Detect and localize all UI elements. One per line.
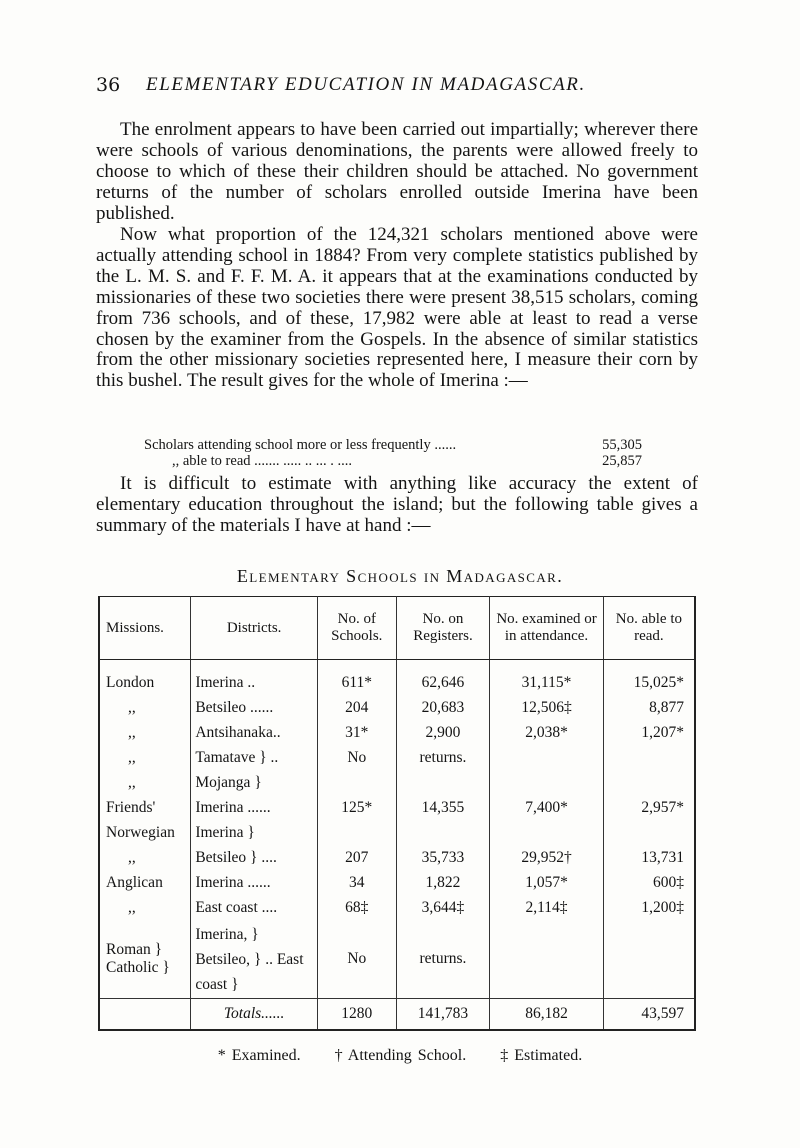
cell-registers: 1,822 [396,870,490,895]
cell-mission: ,, [128,723,136,741]
cell-examined: 2,114‡ [490,895,603,920]
cell-registers: 14,355 [396,795,490,820]
table-row [99,770,695,795]
stat-value: 55,305 [602,437,642,453]
cell-read [603,920,695,999]
page-header [96,74,696,104]
cell-mission: Norwegian [106,823,175,841]
cell-district: Imerina, } Betsileo, } .. East coast } [191,920,318,999]
table-row [99,695,695,720]
cell-mission: ,, [128,848,136,866]
paragraph-summary-intro: It is difficult to estimate with anything like accuracy the extent of elementary education throughout the island; but the following table gives a summary of the materials I have at hand :— [96,473,698,536]
cell-district: Betsileo ...... [191,695,318,720]
cell-mission: ,, [128,698,136,716]
header-read: No. able to read. [603,597,695,660]
cell-read: 2,957* [603,795,695,820]
cell-district: Imerina .. [191,660,318,696]
cell-registers: 3,644‡ [396,895,490,920]
table-row [99,795,695,820]
table-row [99,845,695,870]
cell-examined [490,820,603,845]
cell-schools: 204 [317,695,396,720]
table-header-row [99,597,695,660]
cell-registers: returns. [396,920,490,999]
cell-read [603,745,695,770]
cell-district: Betsileo } .... [191,845,318,870]
cell-district: Tamatave } .. [191,745,318,770]
cell-registers [396,770,490,795]
cell-read [603,770,695,795]
cell-schools: 207 [317,845,396,870]
cell-empty [99,999,191,1031]
cell-read: 15,025* [603,660,695,696]
cell-examined: 29,952† [490,845,603,870]
cell-read: 13,731 [603,845,695,870]
header-schools: No. of Schools. [317,597,396,660]
cell-registers: returns. [396,745,490,770]
cell-schools: 68‡ [317,895,396,920]
header-missions: Missions. [99,597,191,660]
header-registers: No. on Registers. [396,597,490,660]
cell-read: 1,200‡ [603,895,695,920]
total-examined: 86,182 [490,999,603,1031]
cell-read [603,820,695,845]
cell-examined [490,770,603,795]
cell-mission: ,, [128,773,136,791]
cell-mission: London [106,673,155,691]
stat-value: 25,857 [602,453,642,469]
cell-read: 8,877 [603,695,695,720]
stat-label: ,, able to read ....... ..... .. ... . .... [172,453,353,469]
cell-examined [490,920,603,999]
paragraph-proportion: Now what proportion of the 124,321 scholars mentioned above were actually attending school in 1884? From very complete statistics published by the L. M. S. and F. F. M. A. it appears that at the examinations conducted by missionaries of these two societies there were present 38,515 scholars, coming from 736 schools, and of these, 17,982 were able at least to read a verse chosen by the examiner from the Gospels. In the absence of similar statistics from the other missionary societies represented here, I measure their corn by this bushel. The result gives for the whole of Imerina :— [96,224,698,392]
cell-mission: ,, [128,898,136,916]
cell-examined: 2,038* [490,720,603,745]
cell-district: Imerina } [191,820,318,845]
cell-mission: Anglican [106,873,163,891]
cell-read: 1,207* [603,720,695,745]
table-title: Elementary Schools in Madagascar. [236,566,564,586]
footnote-attending: † Attending School. [334,1047,467,1064]
cell-schools: No [317,745,396,770]
table-row [99,920,695,999]
table-row [99,720,695,745]
cell-registers: 2,900 [396,720,490,745]
table-row [99,870,695,895]
cell-examined: 7,400* [490,795,603,820]
elementary-schools-table [98,596,696,1031]
cell-district: East coast .... [191,895,318,920]
cell-examined: 31,115* [490,660,603,696]
cell-district: Mojanga } [191,770,318,795]
table-row [99,820,695,845]
footnote-estimated: ‡ Estimated. [500,1047,583,1064]
cell-registers: 62,646 [396,660,490,696]
cell-schools: 125* [317,795,396,820]
header-districts: Districts. [191,597,318,660]
totals-label: Totals...... [191,999,318,1031]
cell-schools [317,820,396,845]
total-registers: 141,783 [396,999,490,1031]
cell-examined: 12,506‡ [490,695,603,720]
table-row [99,660,695,696]
cell-schools [317,770,396,795]
cell-read: 600‡ [603,870,695,895]
cell-district: Antsihanaka.. [191,720,318,745]
cell-registers: 20,683 [396,695,490,720]
cell-mission: Roman } Catholic } [106,941,170,976]
table-row [99,745,695,770]
cell-district: Imerina ...... [191,870,318,895]
cell-schools: No [317,920,396,999]
stat-row [144,437,664,453]
footnote-examined: * Examined. [217,1047,301,1064]
totals-row [99,999,695,1031]
cell-schools: 31* [317,720,396,745]
table-row [99,895,695,920]
cell-registers [396,820,490,845]
table-footnotes [0,1047,800,1065]
cell-schools: 34 [317,870,396,895]
cell-district: Imerina ...... [191,795,318,820]
stat-row [144,453,664,469]
cell-registers: 35,733 [396,845,490,870]
stat-label: Scholars attending school more or less frequently ...... [144,437,457,453]
running-title: ELEMENTARY EDUCATION IN MADAGASCAR. [146,74,586,95]
imerina-statistics [144,437,664,469]
cell-schools: 611* [317,660,396,696]
cell-examined [490,745,603,770]
page-number: 36 [96,74,121,96]
cell-mission: ,, [128,748,136,766]
cell-examined: 1,057* [490,870,603,895]
total-schools: 1280 [317,999,396,1031]
header-examined: No. examined or in attendance. [490,597,603,660]
cell-mission: Friends' [106,798,156,816]
total-read: 43,597 [603,999,695,1031]
paragraph-enrolment: The enrolment appears to have been carried out impartially; wherever there were schools of various denominations, the parents were allowed freely to choose to which of these their children should be attached. No government returns of the number of scholars enrolled outside Imerina have been published. [96,119,698,224]
